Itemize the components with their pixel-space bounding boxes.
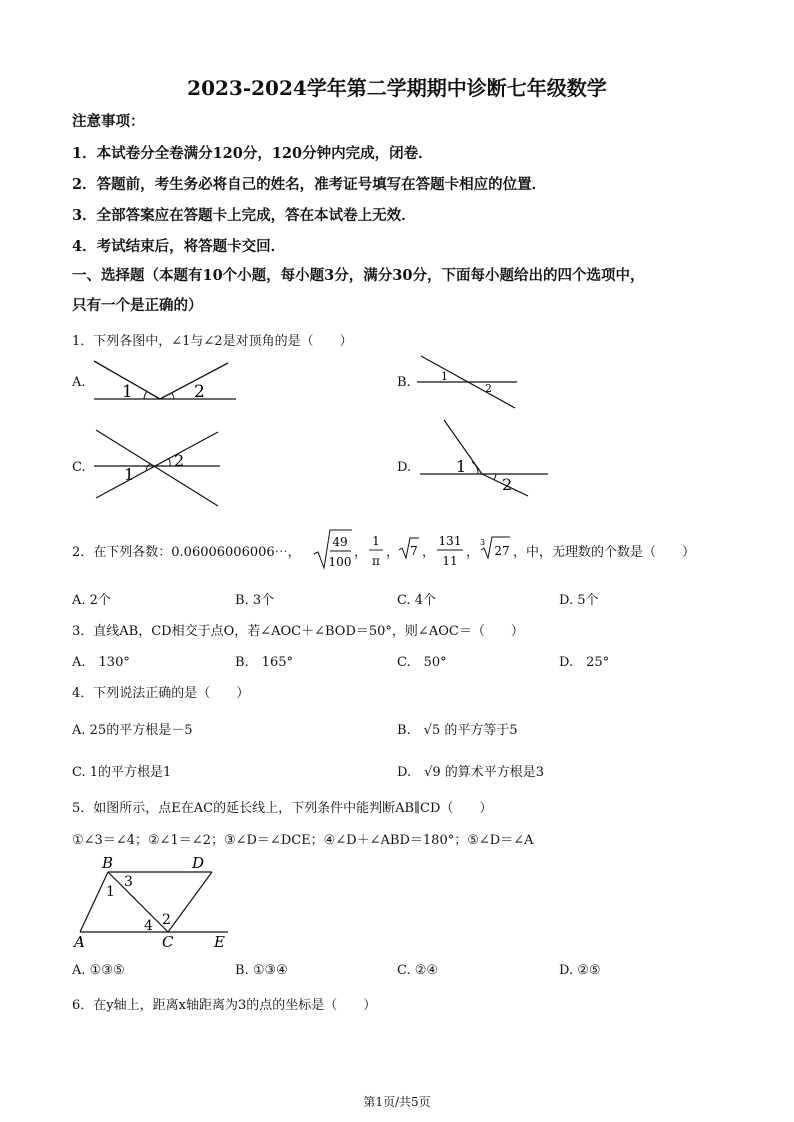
- notice-heading: 注意事项：: [72, 113, 145, 130]
- q2-option-d: D. 5个: [559, 593, 599, 608]
- q2-stem-suffix: ，中，无理数的个数是（ ）: [513, 545, 696, 560]
- q2-frac1-num: 1: [372, 534, 380, 548]
- q5-label-b: B: [102, 854, 114, 872]
- q4-option-b: B. √5 的平方等于5: [397, 723, 518, 738]
- q2-sep-4: ，: [466, 545, 480, 560]
- q2-option-b: B. 3个: [235, 593, 275, 608]
- q2-option-c: C. 4个: [397, 593, 437, 608]
- q1-figure-a: [90, 355, 240, 405]
- q5-option-b: B. ①③④: [235, 963, 288, 978]
- q5-label-c: C: [162, 933, 174, 951]
- q1-figure-b: [415, 352, 525, 412]
- q2-cbrt-value: 27: [494, 544, 510, 558]
- q1-figure-d: [418, 418, 553, 498]
- q5-label-1: 1: [106, 884, 115, 900]
- notice-item-3: 3．全部答案应在答题卡上完成，答在本试卷上无效．: [72, 207, 416, 224]
- q2-sqrt-7: [398, 536, 420, 562]
- q4-option-a: A. 25的平方根是－5: [72, 723, 193, 738]
- q1-stem: 1．下列各图中，∠1与∠2是对顶角的是（ ）: [72, 334, 353, 349]
- q2-fraction-1-pi: [368, 532, 384, 570]
- q2-frac1-den: π: [372, 554, 380, 568]
- q4-option-d: D. √9 的算术平方根是3: [397, 765, 545, 780]
- notice-item-1: 1．本试卷分全卷满分120分，120分钟内完成，闭卷．: [72, 145, 433, 162]
- section-heading-line2: 只有一个是正确的）: [72, 297, 203, 314]
- q1-a-label-1: 1: [122, 382, 133, 402]
- q1-d-label-1: 1: [456, 457, 467, 476]
- notice-item-2: 2．答题前，考生务必将自己的姓名，准考证号填写在答题卡相应的位置．: [72, 176, 547, 193]
- q2-frac2-num: 131: [438, 534, 462, 548]
- q3-option-d: D. 25°: [559, 655, 610, 670]
- svg-text:3: 3: [480, 538, 486, 547]
- q3-option-b: B. 165°: [235, 655, 293, 670]
- q1-b-label-2: 2: [485, 382, 492, 395]
- q1-c-label-2: 2: [174, 451, 185, 470]
- svg-text:100: 100: [328, 555, 352, 569]
- q5-label-2: 2: [162, 912, 171, 928]
- q5-label-a: A: [74, 933, 85, 951]
- q2-sep-3: ，: [422, 545, 436, 560]
- q3-option-c: C. 50°: [397, 655, 447, 670]
- q5-label-3: 3: [124, 874, 133, 890]
- q4-option-c: C. 1的平方根是1: [72, 765, 172, 780]
- q5-option-a: A. ①③⑤: [72, 963, 125, 978]
- q3-stem: 3．直线AB，CD相交于点O，若∠AOC＋∠BOD＝50°，则∠AOC＝（ ）: [72, 624, 524, 639]
- q2-fraction-131-11: [436, 532, 464, 570]
- q2-sep-1: ，: [354, 545, 368, 560]
- notice-item-4: 4．考试结束后，将答题卡交回．: [72, 238, 286, 255]
- q1-a-label-2: 2: [194, 382, 205, 402]
- q1-figure-c: [90, 426, 225, 511]
- q5-figure: [72, 854, 242, 950]
- q1-b-label-1: 1: [441, 370, 448, 383]
- q1-option-b: B.: [397, 375, 411, 390]
- q3-option-a: A. 130°: [72, 655, 130, 670]
- q5-label-d: D: [192, 854, 205, 872]
- q1-option-c: C.: [72, 460, 86, 475]
- q1-option-d: D.: [397, 460, 412, 475]
- section-heading-line1: 一、选择题（本题有10个小题，每小题3分，满分30分，下面每小题给出的四个选项中，: [72, 267, 645, 284]
- q6-stem: 6．在y轴上，距离x轴距离为3的点的坐标是（ ）: [72, 998, 377, 1013]
- q2-cube-root-27: [478, 534, 512, 562]
- q2-stem-prefix: 2．在下列各数：0.06006006006⋯，: [72, 545, 301, 560]
- q2-sqrt-fraction: [312, 528, 352, 572]
- q5-label-4: 4: [144, 918, 153, 934]
- q5-label-e: E: [214, 933, 225, 951]
- page-footer: 第1页/共5页: [363, 1095, 431, 1109]
- page-title: 2023-2024学年第二学期期中诊断七年级数学: [187, 76, 607, 100]
- q2-sep-2: ，: [386, 545, 400, 560]
- q1-option-a: A.: [72, 375, 86, 390]
- q1-d-label-2: 2: [502, 475, 513, 494]
- q5-option-c: C. ②④: [397, 963, 439, 978]
- q1-c-label-1: 1: [124, 465, 135, 484]
- q5-option-d: D. ②⑤: [559, 963, 601, 978]
- q2-option-a: A. 2个: [72, 593, 111, 608]
- q2-sqrt7-value: 7: [410, 544, 418, 558]
- q5-conditions: ①∠3＝∠4；②∠1＝∠2；③∠D＝∠DCE；④∠D＋∠ABD＝180°；⑤∠D＝∠A: [72, 833, 534, 848]
- q2-frac2-den: 11: [442, 554, 458, 568]
- svg-text:49: 49: [332, 535, 348, 549]
- q5-stem: 5．如图所示，点E在AC的延长线上，下列条件中能判断AB∥CD（ ）: [72, 801, 493, 816]
- q4-stem: 4．下列说法正确的是（ ）: [72, 686, 250, 701]
